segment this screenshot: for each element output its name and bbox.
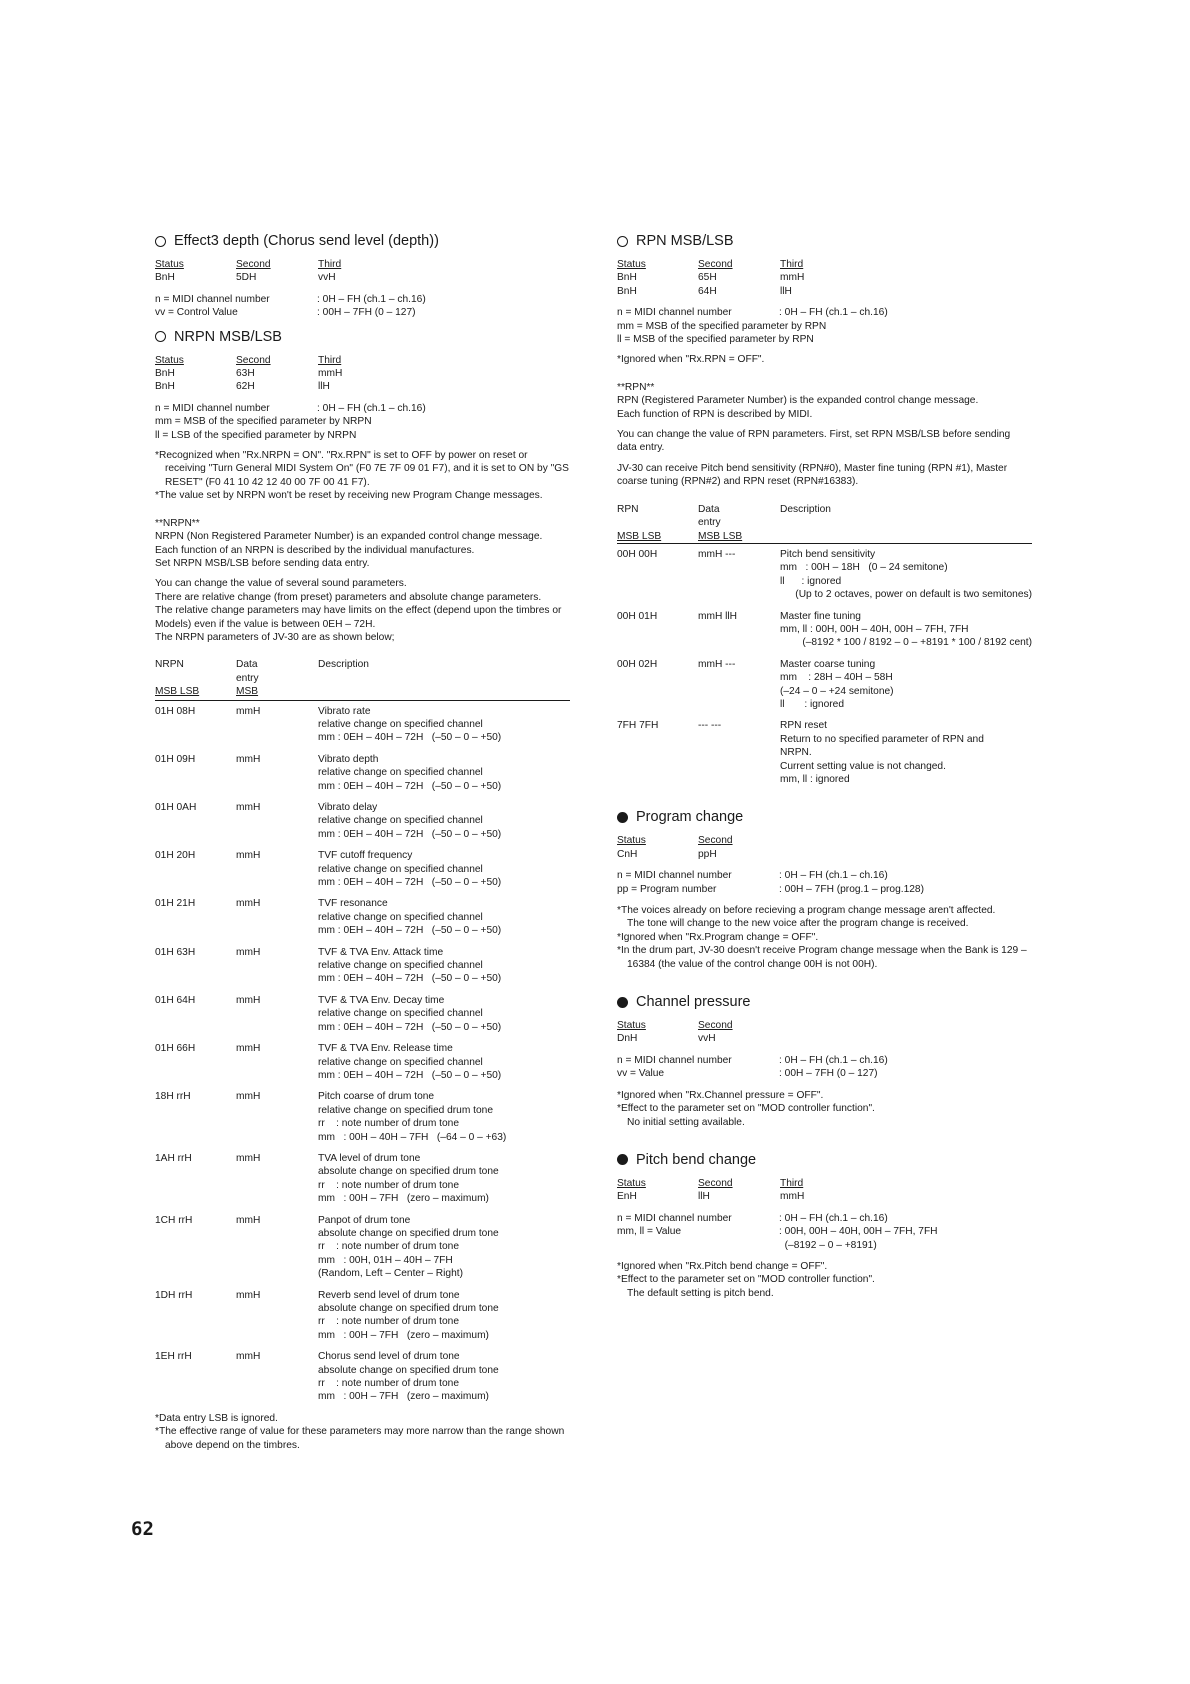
data-entry: mmH [236, 1351, 261, 1363]
nrpn-table-row [155, 1090, 570, 1144]
description-line: relative change on specified channel [318, 815, 483, 827]
description-line: mm : 0EH – 40H – 72H (–50 – 0 – +50) [318, 925, 502, 937]
third-value: mmH [780, 272, 805, 284]
second-value: vvH [698, 1033, 716, 1045]
status-value: DnH [617, 1033, 638, 1045]
rpn-text: Each function of RPN is described by MIDI. [617, 408, 813, 420]
description [780, 548, 1032, 588]
param-number: 00H 02H [617, 658, 658, 670]
nrpn-text: NRPN (Non Registered Parameter Number) is an expanded control change message. [155, 531, 543, 543]
nrpn-col-head: NRPN [155, 659, 184, 671]
data-entry: mmH [236, 705, 261, 717]
description-extra: (–8192 * 100 / 8192 – 0 – +8191 * 100 / 8192 cent) [802, 637, 1032, 649]
data-entry: --- --- [698, 720, 722, 732]
nrpn-table-row [155, 897, 570, 937]
param-number: 7FH 7FH [617, 720, 659, 732]
param-number: 1CH rrH [155, 1214, 193, 1226]
description-line: Pitch bend sensitivity [780, 548, 876, 560]
description-line: RPN reset [780, 720, 827, 732]
description [318, 1152, 570, 1206]
nrpn-title: NRPN MSB/LSB [174, 328, 282, 345]
third-value: mmH [318, 368, 343, 380]
description-line: mm : 0EH – 40H – 72H (–50 – 0 – +50) [318, 828, 502, 840]
status-value: BnH [617, 285, 637, 297]
description-line: (Random, Left – Center – Right) [318, 1268, 463, 1280]
rpn-table-row [617, 548, 1032, 588]
data-entry: mmH [236, 1152, 261, 1164]
nrpn-footnote: *Data entry LSB is ignored. [155, 1412, 278, 1424]
kv-key: mm, ll = Value [617, 1226, 682, 1238]
kv-value: : 0H – FH (ch.1 – ch.16) [779, 870, 888, 882]
nrpn-table-row [155, 946, 570, 986]
param-number: 01H 08H [155, 705, 196, 717]
nrpn-table-row [155, 753, 570, 793]
data-entry: mmH [236, 898, 261, 910]
channel-pressure-note: *Ignored when "Rx.Channel pressure = OFF". [617, 1089, 824, 1101]
description-line: absolute change on specified drum tone [318, 1303, 499, 1314]
description-line: Vibrato depth [318, 753, 379, 765]
nrpn-values [155, 402, 570, 415]
kv-value: : 00H, 00H – 40H, 00H – 7FH, 7FH [779, 1226, 938, 1238]
description-line: Return to no specified parameter of RPN and [780, 733, 984, 745]
data-entry: mmH [236, 946, 261, 958]
filled-circle-icon [617, 1154, 628, 1165]
description-line: Vibrato delay [318, 802, 378, 813]
third-value: llH [780, 285, 792, 297]
second-head: Second [698, 835, 733, 847]
rpn-status-table [617, 258, 1032, 298]
description-line: relative change on specified channel [318, 767, 483, 779]
nrpn-text: You can change the value of several sound parameters. [155, 578, 407, 590]
description-line: mm, ll : ignored [780, 774, 850, 785]
kv-value: : 00H – 7FH (prog.1 – prog.128) [779, 883, 924, 895]
program-change-note: *Ignored when "Rx.Program change = OFF". [617, 931, 819, 943]
pitch-bend-status-table [617, 1177, 1032, 1204]
second-value: ppH [698, 848, 717, 860]
rpn-text: RPN (Registered Parameter Number) is the expanded control change message. [617, 395, 979, 407]
pitch-bend-note: *Ignored when "Rx.Pitch bend change = OFF". [617, 1260, 828, 1272]
description [318, 849, 570, 889]
pitch-bend-title: Pitch bend change [636, 1151, 757, 1168]
second-head: Second [236, 354, 271, 366]
description-line: TVF & TVA Env. Decay time [318, 994, 445, 1006]
kv-key: n = MIDI channel number [617, 307, 732, 319]
msb-head: MSB [236, 686, 259, 698]
kv-key: n = MIDI channel number [617, 870, 732, 882]
description-line: absolute change on specified drum tone [318, 1166, 499, 1178]
description-line: rr : note number of drum tone [318, 1179, 459, 1191]
description [780, 719, 1032, 786]
rpn-table-body [617, 548, 1032, 787]
param-number: 1DH rrH [155, 1289, 193, 1301]
nrpn-block-title: **NRPN** [155, 517, 200, 529]
channel-pressure-note: *Effect to the parameter set on "MOD controller function". [617, 1103, 875, 1115]
status-value: EnH [617, 1191, 637, 1203]
channel-pressure-title: Channel pressure [636, 994, 751, 1011]
kv-key: n = MIDI channel number [155, 402, 270, 414]
description [318, 897, 570, 937]
description-line: relative change on specified channel [318, 1056, 483, 1068]
pitch-bend-heading [617, 1151, 1032, 1169]
program-change-note: The tone will change to the new voice after the program change is received. [627, 918, 969, 930]
rpn-def: ll = MSB of the specified parameter by RPN [617, 334, 814, 346]
data-head: Data [236, 659, 258, 671]
nrpn-text: The NRPN parameters of JV-30 are as shown below; [155, 631, 395, 643]
description-line: relative change on specified channel [318, 863, 483, 875]
nrpn-table-row [155, 1042, 570, 1082]
kv-value: : 0H – FH (ch.1 – ch.16) [317, 402, 426, 414]
description-line: (–24 – 0 – +24 semitone) [780, 685, 894, 697]
left-column [155, 232, 570, 1452]
data-entry: mmH [236, 1043, 261, 1055]
description-line: rr : note number of drum tone [318, 1241, 459, 1253]
description-line: ll : ignored [780, 575, 842, 587]
filled-circle-icon [617, 997, 628, 1008]
rpn-table-row [617, 610, 1032, 637]
description-line: mm : 0EH – 40H – 72H (–50 – 0 – +50) [318, 1069, 502, 1081]
rpn-text: You can change the value of RPN parameters. First, set RPN MSB/LSB before sending data entry. [617, 429, 1011, 454]
second-value: 64H [698, 285, 717, 297]
second-head: Second [698, 259, 733, 270]
description-line: relative change on specified channel [318, 1008, 483, 1020]
description-line: TVF cutoff frequency [318, 850, 413, 862]
second-value: 5DH [236, 272, 257, 284]
description-line: TVF & TVA Env. Attack time [318, 946, 444, 958]
description [318, 994, 570, 1034]
nrpn-note: *Recognized when "Rx.NRPN = ON". "Rx.RPN" is set to OFF by power on reset or receiving "Turn General MIDI System On" (F0 7E 7F 09 01 F7), and it is set to ON by "GS RESET" (F0 41 10 42 12 40 00 7F 00 41 F7). [155, 450, 569, 488]
param-number: 01H 21H [155, 898, 196, 910]
page-number: 62 [131, 1518, 154, 1540]
nrpn-table-row [155, 705, 570, 745]
description [318, 753, 570, 793]
data-entry: mmH [236, 1214, 261, 1226]
description-line: rr : note number of drum tone [318, 1316, 459, 1328]
third-head: Third [318, 259, 342, 270]
rpn-table-row [617, 658, 1032, 712]
status-value: BnH [155, 381, 175, 393]
right-column [617, 232, 1032, 1300]
third-head: Third [780, 259, 804, 270]
entry-head: entry [698, 517, 721, 529]
pitch-bend-note: The default setting is pitch bend. [627, 1287, 774, 1299]
description [318, 1214, 570, 1281]
program-change-note: *The voices already on before recieving a program change message aren't affected. [617, 905, 996, 917]
nrpn-table-row [155, 1350, 570, 1404]
second-value: 62H [236, 381, 255, 393]
kv-value: : 00H – 7FH (0 – 127) [779, 1068, 878, 1080]
description-line: mm : 0EH – 40H – 72H (–50 – 0 – +50) [318, 973, 502, 985]
description-line: Master coarse tuning [780, 658, 876, 670]
description-line: TVF & TVA Env. Release time [318, 1043, 453, 1055]
status-head: Status [617, 835, 646, 847]
data-entry: mmH --- [698, 658, 736, 670]
kv-key: n = MIDI channel number [155, 293, 270, 305]
nrpn-table-header [155, 658, 570, 700]
param-number: 01H 0AH [155, 802, 197, 813]
description-line: absolute change on specified drum tone [318, 1364, 499, 1376]
data-entry: mmH [236, 1289, 261, 1301]
description [318, 705, 570, 745]
kv-key: vv = Control Value [155, 307, 238, 319]
kv-value: : 0H – FH (ch.1 – ch.16) [779, 1054, 888, 1066]
msb-lsb-head: MSB LSB [617, 530, 662, 542]
program-change-note: *In the drum part, JV-30 doesn't receive Program change message when the Bank is 129 – 16384 (the value of the control change 00H is not 00H). [617, 945, 1027, 970]
description-line: mm : 00H – 7FH (zero – maximum) [318, 1193, 489, 1205]
third-head: Third [780, 1177, 804, 1189]
pitch-bend-note: *Effect to the parameter set on "MOD controller function". [617, 1274, 875, 1286]
nrpn-table-row [155, 1152, 570, 1206]
param-number: 01H 20H [155, 850, 196, 862]
kv-key: pp = Program number [617, 883, 717, 895]
description-line: mm : 28H – 40H – 58H [780, 672, 893, 684]
description [318, 801, 570, 841]
description-line: mm : 00H – 7FH (zero – maximum) [318, 1329, 489, 1341]
description-line: NRPN. [780, 747, 812, 759]
hollow-circle-icon [617, 236, 628, 247]
second-value: 65H [698, 272, 717, 284]
description-line: Panpot of drum tone [318, 1214, 411, 1226]
data-entry: mmH --- [698, 548, 736, 560]
third-head: Third [318, 354, 342, 366]
channel-pressure-status-table [617, 1019, 1032, 1046]
nrpn-table-row [155, 849, 570, 889]
description-line: TVF resonance [318, 898, 388, 910]
msb-lsb-head: MSB LSB [155, 686, 200, 698]
status-head: Status [617, 1020, 646, 1032]
description-line: mm : 00H – 7FH (zero – maximum) [318, 1391, 489, 1403]
third-value: mmH [780, 1191, 805, 1203]
param-number: 1EH rrH [155, 1351, 192, 1363]
nrpn-table-row [155, 801, 570, 841]
kv-value: : 0H – FH (ch.1 – ch.16) [779, 307, 888, 319]
status-value: BnH [617, 272, 637, 284]
kv-key [617, 1239, 779, 1252]
nrpn-text: Set NRPN MSB/LSB before sending data entry. [155, 557, 370, 569]
description [318, 1289, 570, 1343]
effect3-values [155, 293, 570, 320]
data-entry: mmH llH [698, 610, 738, 622]
data-head: Data [698, 503, 720, 515]
nrpn-text: There are relative change (from preset) parameters and absolute change parameters. [155, 591, 542, 603]
description-line: mm : 00H – 40H – 7FH (–64 – 0 – +63) [318, 1131, 507, 1143]
second-head: Second [236, 259, 271, 270]
description-line: Master fine tuning [780, 610, 861, 622]
description [780, 610, 1032, 637]
description-line: Vibrato rate [318, 705, 371, 717]
third-value: vvH [318, 272, 336, 284]
nrpn-def: mm = MSB of the specified parameter by NRPN [155, 416, 372, 428]
description-line: Reverb send level of drum tone [318, 1289, 460, 1301]
nrpn-table-row [155, 1289, 570, 1343]
program-change-title: Program change [636, 809, 744, 826]
description [318, 1042, 570, 1082]
description-line: Current setting value is not changed. [780, 760, 946, 772]
kv-value: : 0H – FH (ch.1 – ch.16) [779, 1212, 888, 1224]
status-head: Status [155, 259, 184, 270]
kv-value: (–8192 – 0 – +8191) [779, 1239, 877, 1251]
description-line: relative change on specified drum tone [318, 1104, 493, 1116]
param-number: 01H 66H [155, 1043, 196, 1055]
description-line: mm : 0EH – 40H – 72H (–50 – 0 – +50) [318, 877, 502, 889]
channel-pressure-values [617, 1054, 1032, 1081]
rpn-title: RPN MSB/LSB [636, 233, 734, 249]
description-line: mm : 0EH – 40H – 72H (–50 – 0 – +50) [318, 732, 502, 744]
param-number: 01H 09H [155, 753, 196, 765]
rpn-table-row [617, 719, 1032, 786]
data-entry: mmH [236, 994, 261, 1006]
filled-circle-icon [617, 812, 628, 823]
second-head: Second [698, 1177, 733, 1189]
kv-value: : 0H – FH (ch.1 – ch.16) [317, 293, 426, 305]
nrpn-table-row [155, 1214, 570, 1281]
rpn-ignored-note: *Ignored when "Rx.RPN = OFF". [617, 354, 765, 366]
nrpn-footnote: *The effective range of value for these parameters may more narrow than the range shown above depend on the timbres. [155, 1426, 565, 1451]
param-number: 1AH rrH [155, 1152, 192, 1164]
program-change-status-table [617, 834, 1032, 861]
nrpn-text: The relative change parameters may have limits on the effect (depend upon the timbres or Models) even if the value is between 0EH – 72H. [155, 605, 562, 630]
kv-key: vv = Value [617, 1068, 665, 1080]
second-value: 63H [236, 368, 255, 380]
hollow-circle-icon [155, 331, 166, 342]
data-entry: mmH [236, 802, 261, 813]
kv-key: n = MIDI channel number [617, 1212, 732, 1224]
third-value: llH [318, 381, 330, 393]
description-head: Description [318, 659, 369, 671]
rpn-heading [617, 232, 1032, 250]
hollow-circle-icon [155, 236, 166, 247]
description-line: mm : 0EH – 40H – 72H (–50 – 0 – +50) [318, 1021, 502, 1033]
description-line: rr : note number of drum tone [318, 1378, 459, 1390]
data-entry: mmH [236, 753, 261, 765]
description-line: relative change on specified channel [318, 911, 483, 923]
data-entry: mmH [236, 850, 261, 862]
description [318, 946, 570, 986]
param-number: 01H 63H [155, 946, 196, 958]
description-line: absolute change on specified drum tone [318, 1227, 499, 1239]
description-line: TVA level of drum tone [318, 1152, 421, 1164]
effect3-title: Effect3 depth (Chorus send level (depth)) [174, 233, 439, 249]
msb-lsb-head: MSB LSB [698, 530, 743, 542]
program-change-values [617, 869, 1032, 896]
nrpn-table-row [155, 994, 570, 1034]
second-value: llH [698, 1191, 710, 1203]
rpn-def: mm = MSB of the specified parameter by RPN [617, 320, 827, 332]
effect3-status-table [155, 258, 570, 285]
description-line: Pitch coarse of drum tone [318, 1091, 435, 1103]
description-extra: (Up to 2 octaves, power on default is two semitones) [795, 589, 1032, 601]
param-number: 01H 64H [155, 994, 196, 1006]
nrpn-status-table [155, 354, 570, 394]
status-value: CnH [617, 848, 638, 860]
description-line: ll : ignored [780, 698, 844, 710]
param-number: 00H 01H [617, 610, 658, 622]
data-entry: mmH [236, 1091, 261, 1103]
rpn-table-header [617, 503, 1032, 544]
kv-value: : 00H – 7FH (0 – 127) [317, 307, 416, 319]
channel-pressure-note: No initial setting available. [627, 1116, 745, 1128]
status-value: BnH [155, 368, 175, 380]
description-line: mm : 00H, 01H – 40H – 7FH [318, 1254, 453, 1266]
rpn-block-title: **RPN** [617, 381, 655, 393]
nrpn-note: *The value set by NRPN won't be reset by receiving new Program Change messages. [155, 490, 543, 502]
nrpn-table-body [155, 705, 570, 1404]
effect3-heading [155, 232, 570, 250]
program-change-heading [617, 808, 1032, 826]
status-head: Status [155, 354, 184, 366]
description-line: relative change on specified channel [318, 718, 483, 730]
description-line: Chorus send level of drum tone [318, 1351, 460, 1363]
status-head: Status [617, 259, 646, 270]
description [780, 658, 1032, 712]
description-line: mm, ll : 00H, 00H – 40H, 00H – 7FH, 7FH [780, 623, 969, 635]
param-number: 18H rrH [155, 1091, 191, 1103]
kv-key: n = MIDI channel number [617, 1054, 732, 1066]
description [318, 1350, 570, 1404]
description-head: Description [780, 503, 831, 515]
entry-head: entry [236, 672, 259, 684]
status-head: Status [617, 1177, 646, 1189]
rpn-values [617, 306, 1032, 319]
status-value: BnH [155, 272, 175, 284]
rpn-col-head: RPN [617, 503, 639, 515]
nrpn-text: Each function of an NRPN is described by the individual manufactures. [155, 544, 475, 556]
description-line: relative change on specified channel [318, 960, 483, 972]
nrpn-heading [155, 328, 570, 346]
nrpn-def: ll = LSB of the specified parameter by NRPN [155, 429, 357, 441]
param-number: 00H 00H [617, 548, 658, 560]
second-head: Second [698, 1020, 733, 1032]
pitch-bend-values [617, 1212, 1032, 1252]
channel-pressure-heading [617, 993, 1032, 1011]
description-line: mm : 00H – 18H (0 – 24 semitone) [780, 562, 948, 574]
description-line: mm : 0EH – 40H – 72H (–50 – 0 – +50) [318, 780, 502, 792]
description [318, 1090, 570, 1144]
description-line: rr : note number of drum tone [318, 1118, 459, 1130]
rpn-text: JV-30 can receive Pitch bend sensitivity (RPN#0), Master fine tuning (RPN #1), Master coarse tuning (RPN#2) and RPN reset (RPN#16383). [617, 462, 1008, 488]
